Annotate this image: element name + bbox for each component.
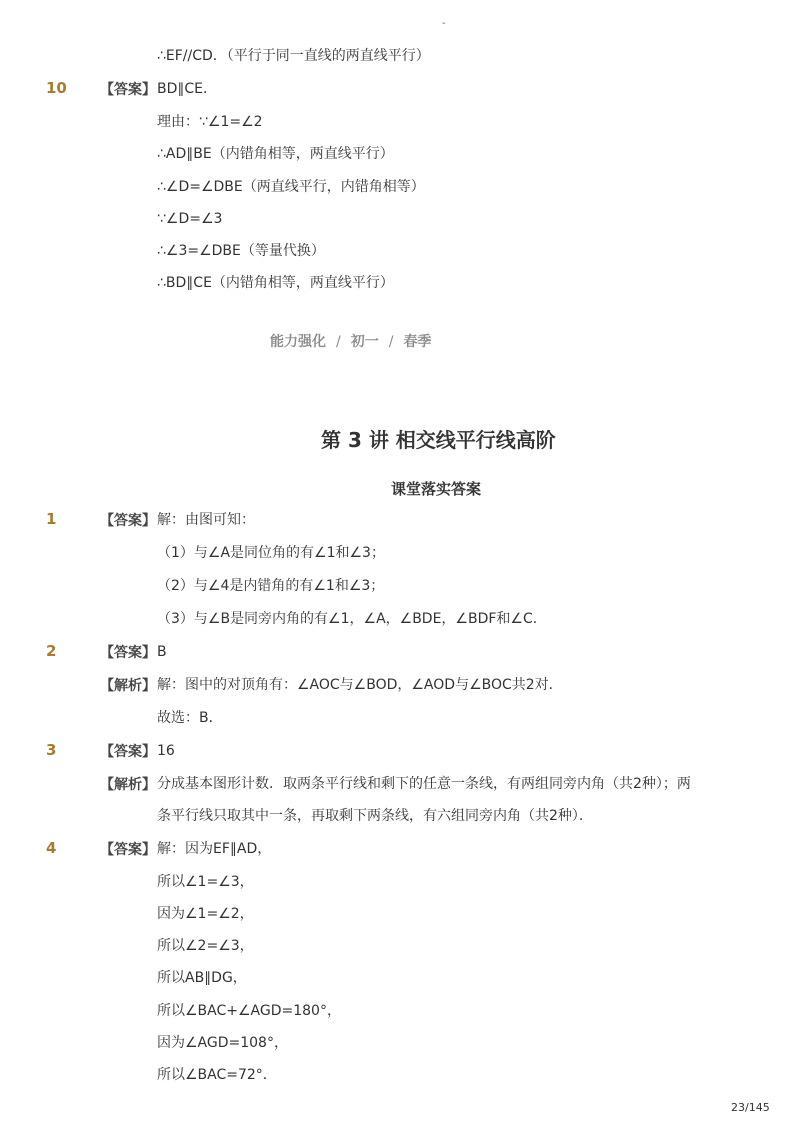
- header-mark: -: [442, 18, 446, 29]
- breadcrumb: [270, 331, 431, 351]
- proof-line: 所以∠BAC=72°．: [157, 1067, 277, 1083]
- analysis-tag: 【解析】: [100, 777, 156, 793]
- breadcrumb-part: 初一: [350, 334, 379, 350]
- answer-tag: 【答案】: [100, 645, 156, 661]
- answer-text: 解：因为EF∥AD，: [157, 841, 272, 857]
- question-number: 10: [46, 79, 67, 97]
- answer-tag: 【答案】: [100, 842, 156, 858]
- answer-tag: 【答案】: [100, 744, 156, 760]
- proof-line: ∴∠3=∠DBE（等量代换）: [157, 243, 325, 259]
- analysis-tag: 【解析】: [100, 678, 156, 694]
- proof-line: 因为∠AGD=108°，: [157, 1035, 288, 1051]
- breadcrumb-part: 春季: [403, 334, 432, 350]
- proof-line: 因为∠1=∠2，: [157, 906, 254, 922]
- proof-line: ∴EF//CD．（平行于同一直线的两直线平行）: [157, 48, 430, 64]
- answer-item: （3）与∠B是同旁内角的有∠1，∠A，∠BDE，∠BDF和∠C．: [157, 611, 547, 627]
- proof-line: ∵∠D=∠3: [157, 211, 223, 227]
- answer-text: BD∥CE．: [157, 81, 218, 97]
- analysis-text: 分成基本图形计数．取两条平行线和剩下的任意一条线，有两组同旁内角（共2种）；两: [157, 776, 691, 792]
- proof-line: 理由：∵∠1=∠2: [157, 114, 263, 130]
- proof-line: 所以∠BAC+∠AGD=180°，: [157, 1003, 341, 1019]
- breadcrumb-separator: /: [388, 334, 394, 350]
- breadcrumb-part: 能力强化: [270, 334, 326, 350]
- breadcrumb-separator: /: [336, 334, 341, 350]
- answer-text: B: [157, 644, 167, 660]
- answer-item: （2）与∠4是内错角的有∠1和∠3；: [157, 578, 385, 594]
- answer-text: 解：由图可知：: [157, 512, 255, 528]
- proof-line: ∴∠D=∠DBE（两直线平行，内错角相等）: [157, 179, 425, 195]
- answer-item: （1）与∠A是同位角的有∠1和∠3；: [157, 545, 385, 561]
- page-number: 23/145: [731, 1101, 770, 1114]
- proof-line: 所以∠2=∠3，: [157, 938, 254, 954]
- question-number: 2: [46, 642, 57, 660]
- proof-line: 所以∠1=∠3，: [157, 874, 254, 890]
- question-number: 4: [46, 839, 57, 857]
- answer-tag: 【答案】: [100, 82, 156, 98]
- question-number: 1: [46, 510, 57, 528]
- analysis-text: 条平行线只取其中一条，再取剩下两条线，有六组同旁内角（共2种）．: [157, 808, 593, 824]
- lecture-title: 第 3 讲 相交线平行线高阶: [321, 428, 556, 452]
- proof-line: 所以AB∥DG，: [157, 970, 247, 986]
- proof-line: ∴BD∥CE（内错角相等，两直线平行）: [157, 275, 394, 291]
- analysis-text: 解：图中的对顶角有：∠AOC与∠BOD，∠AOD与∠BOC共2对．: [157, 677, 563, 693]
- analysis-text: 故选：B．: [157, 710, 223, 726]
- proof-line: ∴AD∥BE（内错角相等，两直线平行）: [157, 146, 394, 162]
- question-number: 3: [46, 741, 57, 759]
- answer-tag: 【答案】: [100, 513, 156, 529]
- answer-text: 16: [157, 743, 175, 759]
- section-title: 课堂落实答案: [391, 480, 482, 498]
